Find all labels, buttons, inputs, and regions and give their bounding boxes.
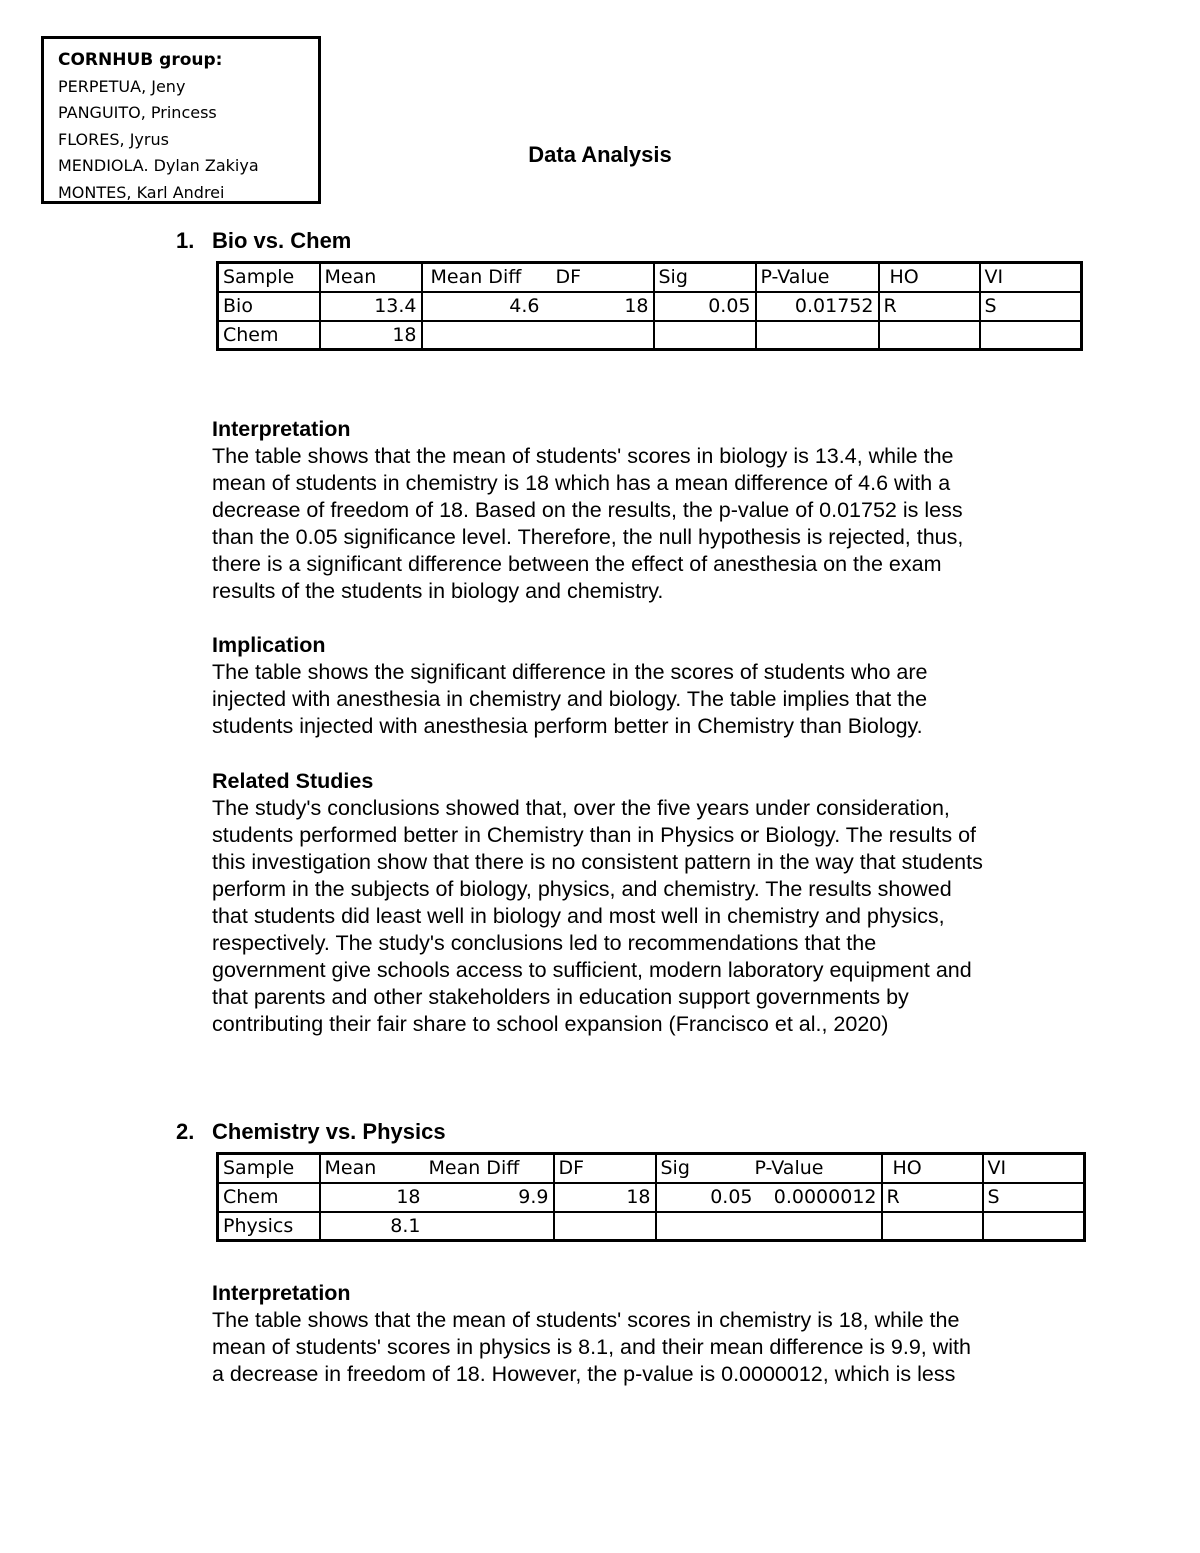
table-cell: 13.4 [320, 292, 422, 321]
table-header-row [218, 263, 1082, 292]
table-cell [654, 321, 756, 350]
table-cell [552, 321, 654, 350]
table-cell: 0.05 [654, 292, 756, 321]
section-number: 1. [176, 228, 195, 253]
group-member: PERPETUA, Jeny [58, 76, 186, 96]
paragraph-line: mean of students in chemistry is 18 which has a mean difference of 4.6 with a [212, 471, 951, 495]
cell-text: 9.9 [518, 1186, 549, 1208]
header-cell: Sig [654, 263, 756, 292]
table-cell [656, 1183, 882, 1212]
table-cell: Chem [218, 1183, 320, 1212]
table-cell: 18 [552, 292, 654, 321]
paragraph-line: injected with anesthesia in chemistry and biology. The table implies that the [212, 687, 928, 711]
group-member: FLORES, Jyrus [58, 129, 169, 149]
table-cell [656, 1212, 882, 1241]
table-cell: R [879, 292, 980, 321]
section-subheading: Interpretation [212, 1281, 351, 1305]
cell-text: 18 [396, 1186, 421, 1208]
cell-text: 0.05 [710, 1186, 753, 1208]
section-title: Chemistry vs. Physics [212, 1119, 446, 1144]
header-cell [656, 1154, 882, 1183]
header-cell: VI [983, 1154, 1085, 1183]
table-cell [554, 1212, 656, 1241]
table-cell [980, 321, 1082, 350]
implication-section [212, 632, 1092, 740]
header-cell: Mean Diff [422, 263, 552, 292]
header-cell: Sample [218, 1154, 320, 1183]
table-cell: Bio [218, 292, 320, 321]
table-cell: S [983, 1183, 1085, 1212]
header-cell: DF [554, 1154, 656, 1183]
paragraph-line: a decrease in freedom of 18. However, the p-value is 0.0000012, which is less [212, 1362, 956, 1386]
paragraph-line: respectively. The study's conclusions led to recommendations that the [212, 931, 877, 955]
paragraph-line: that parents and other stakeholders in education support governments by [212, 985, 909, 1009]
table-cell: 18 [320, 321, 422, 350]
section-subheading: Related Studies [212, 769, 374, 793]
table-row [218, 1212, 1085, 1241]
related-studies-section [212, 768, 1092, 1038]
table-header-row [218, 1154, 1085, 1183]
table-cell: 18 [554, 1183, 656, 1212]
paragraph-line: results of the students in biology and chemistry. [212, 579, 664, 603]
cell-text: 0.0000012 [773, 1186, 877, 1208]
table-cell: R [882, 1183, 983, 1212]
header-cell: Sample [218, 263, 320, 292]
group-member: PANGUITO, Princess [58, 103, 217, 122]
paragraph-line: The study's conclusions showed that, over the five years under consideration, [212, 796, 950, 820]
header-cell: P-Value [756, 263, 879, 292]
header-cell: HO [882, 1154, 983, 1183]
bio-chem-table [216, 261, 1083, 351]
header-cell: Mean [320, 263, 422, 292]
paragraph-line: mean of students' scores in physics is 8.1, and their mean difference is 9.9, with [212, 1335, 971, 1359]
table-cell [983, 1212, 1085, 1241]
paragraph-line: students performed better in Chemistry than in Physics or Biology. The results of [212, 823, 976, 847]
cell-text: 8.1 [390, 1214, 421, 1237]
table-cell: S [980, 292, 1082, 321]
header-text: Mean Diff [428, 1157, 520, 1180]
paragraph-line: contributing their fair share to school expansion (Francisco et al., 2020) [212, 1012, 889, 1036]
document-title: Data Analysis [528, 142, 672, 167]
header-text: Sig [660, 1157, 690, 1180]
paragraph-line: The table shows that the mean of students' scores in chemistry is 18, while the [212, 1308, 960, 1332]
header-cell: DF [552, 263, 654, 292]
table-cell [756, 321, 879, 350]
section-number: 2. [176, 1119, 195, 1144]
group-member: MENDIOLA. Dylan Zakiya [58, 156, 259, 175]
section-1-heading [176, 228, 351, 254]
table-row [218, 1183, 1085, 1212]
group-member: MONTES, Karl Andrei [58, 182, 225, 202]
paragraph-line: this investigation show that there is no consistent pattern in the way that students [212, 850, 983, 874]
paragraph-line: The table shows the significant difference in the scores of students who are [212, 660, 928, 684]
table-row [218, 321, 1082, 350]
header-cell: HO [879, 263, 980, 292]
paragraph-line: students injected with anesthesia perform better in Chemistry than Biology. [212, 714, 923, 738]
table-cell: Chem [218, 321, 320, 350]
header-text: Mean [324, 1157, 377, 1180]
group-members-box [41, 36, 321, 204]
header-cell [320, 1154, 554, 1183]
chem-physics-table [216, 1152, 1086, 1242]
table-cell [422, 321, 552, 350]
group-title: CORNHUB group: [58, 50, 223, 70]
paragraph-line: perform in the subjects of biology, physics, and chemistry. The results showed [212, 877, 952, 901]
table-cell [320, 1183, 554, 1212]
paragraph-line: The table shows that the mean of students' scores in biology is 13.4, while the [212, 444, 954, 468]
interpretation-section-2 [212, 1280, 1092, 1388]
section-2-heading [176, 1119, 446, 1145]
table-cell: 4.6 [422, 292, 552, 321]
paragraph-line: than the 0.05 significance level. Therefore, the null hypothesis is rejected, thus, [212, 525, 964, 549]
header-text: P-Value [754, 1157, 824, 1180]
header-cell: VI [980, 263, 1082, 292]
table-cell [320, 1212, 554, 1241]
paragraph-line: there is a significant difference between the effect of anesthesia on the exam [212, 552, 942, 576]
section-subheading: Implication [212, 633, 326, 657]
section-title: Bio vs. Chem [212, 228, 352, 253]
table-cell: Physics [218, 1212, 320, 1241]
interpretation-section [212, 416, 1092, 605]
table-cell [879, 321, 980, 350]
paragraph-line: decrease of freedom of 18. Based on the results, the p-value of 0.01752 is less [212, 498, 963, 522]
paragraph-line: that students did least well in biology and most well in chemistry and physics, [212, 904, 945, 928]
table-cell [882, 1212, 983, 1241]
paragraph-line: government give schools access to sufficient, modern laboratory equipment and [212, 958, 972, 982]
table-row [218, 292, 1082, 321]
section-subheading: Interpretation [212, 417, 351, 441]
table-cell: 0.01752 [756, 292, 879, 321]
